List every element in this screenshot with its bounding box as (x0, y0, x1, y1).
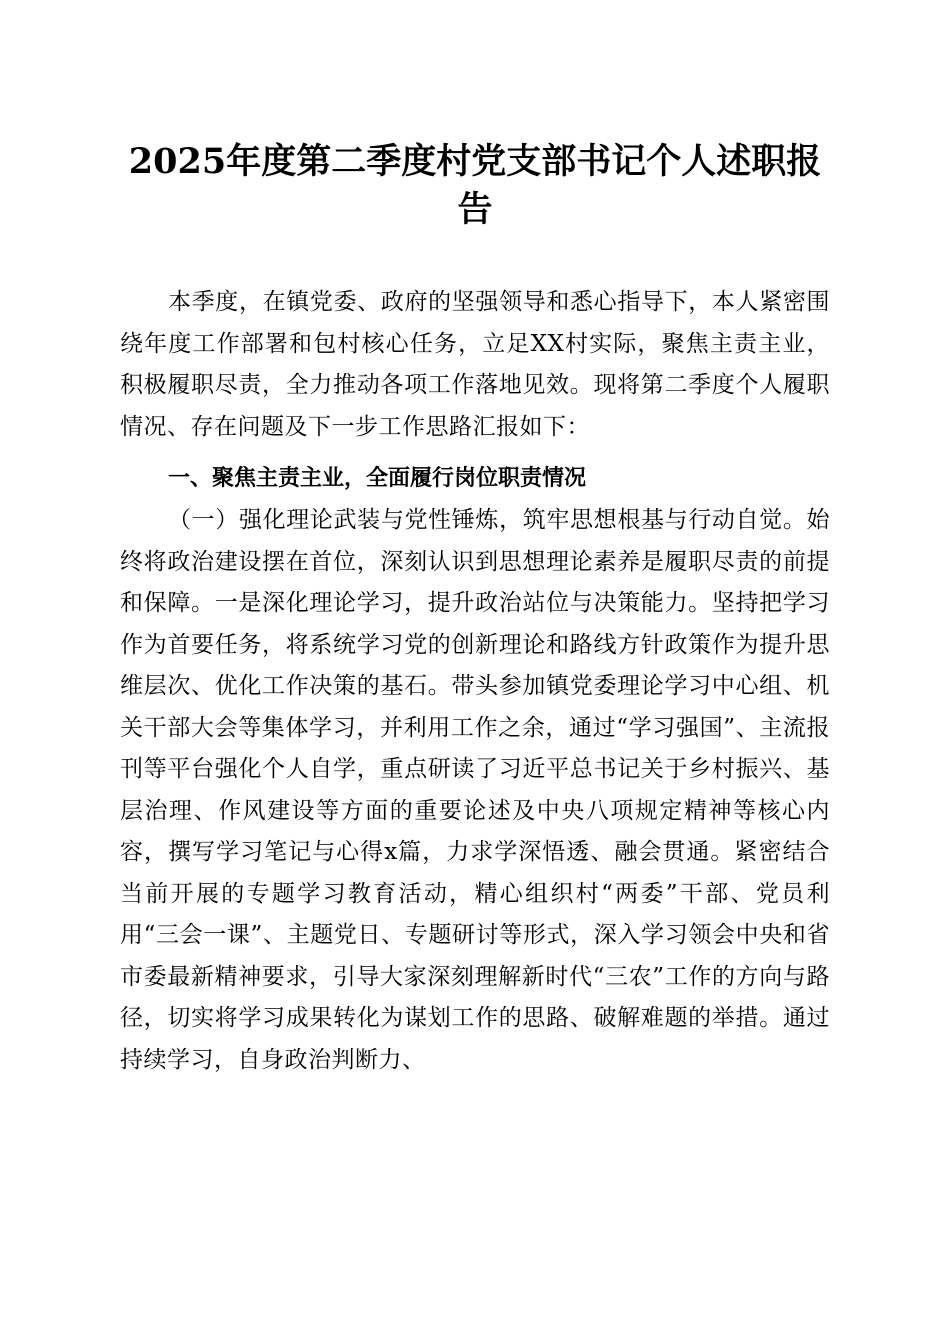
section-heading-1: 一、聚焦主责主业，全面履行岗位职责情况 (168, 466, 587, 491)
document-title: 2025年度第二季度村党支部书记个人述职报告 (128, 141, 822, 230)
section-1-paragraph: （一）强化理论武装与党性锤炼，筑牢思想根基与行动自觉。始终将政治建设摆在首位，深刻认识到思想理论素养是履职尽责的前提和保障。一是深化理论学习，提升政治站位与决策能力。坚持把学习作为首要任务，将系统学习党的创新理论和路线方针政策作为提升思维层次、优化工作决策的基石。带头参加镇党委理论学习中心组、机关干部大会等集体学习，并利用工作之余，通过“学习强国”、主流报刊等平台强化个人自学，重点研读了习近平总书记关于乡村振兴、基层治理、作风建设等方面的重要论述及中央八项规定精神等核心内容，撰写学习笔记与心得x篇，力求学深悟透、融会贯通。紧密结合当前开展的专题学习教育活动，精心组织村“两委”干部、党员利用“三会一课”、主题党日、专题研讨等形式，深入学习领会中央和省市委最新精神要求，引导大家深刻理解新时代“三农”工作的方向与路径，切实将学习成果转化为谋划工作的思路、破解难题的举措。通过持续学习，自身政治判断力、 (120, 507, 830, 1073)
intro-paragraph: 本季度，在镇党委、政府的坚强领导和悉心指导下，本人紧密围绕年度工作部署和包村核心任务，立足XX村实际，聚焦主责主业，积极履职尽责，全力推动各项工作落地见效。现将第二季度个人履职情况、存在问题及下一步工作思路汇报如下： (120, 289, 830, 440)
